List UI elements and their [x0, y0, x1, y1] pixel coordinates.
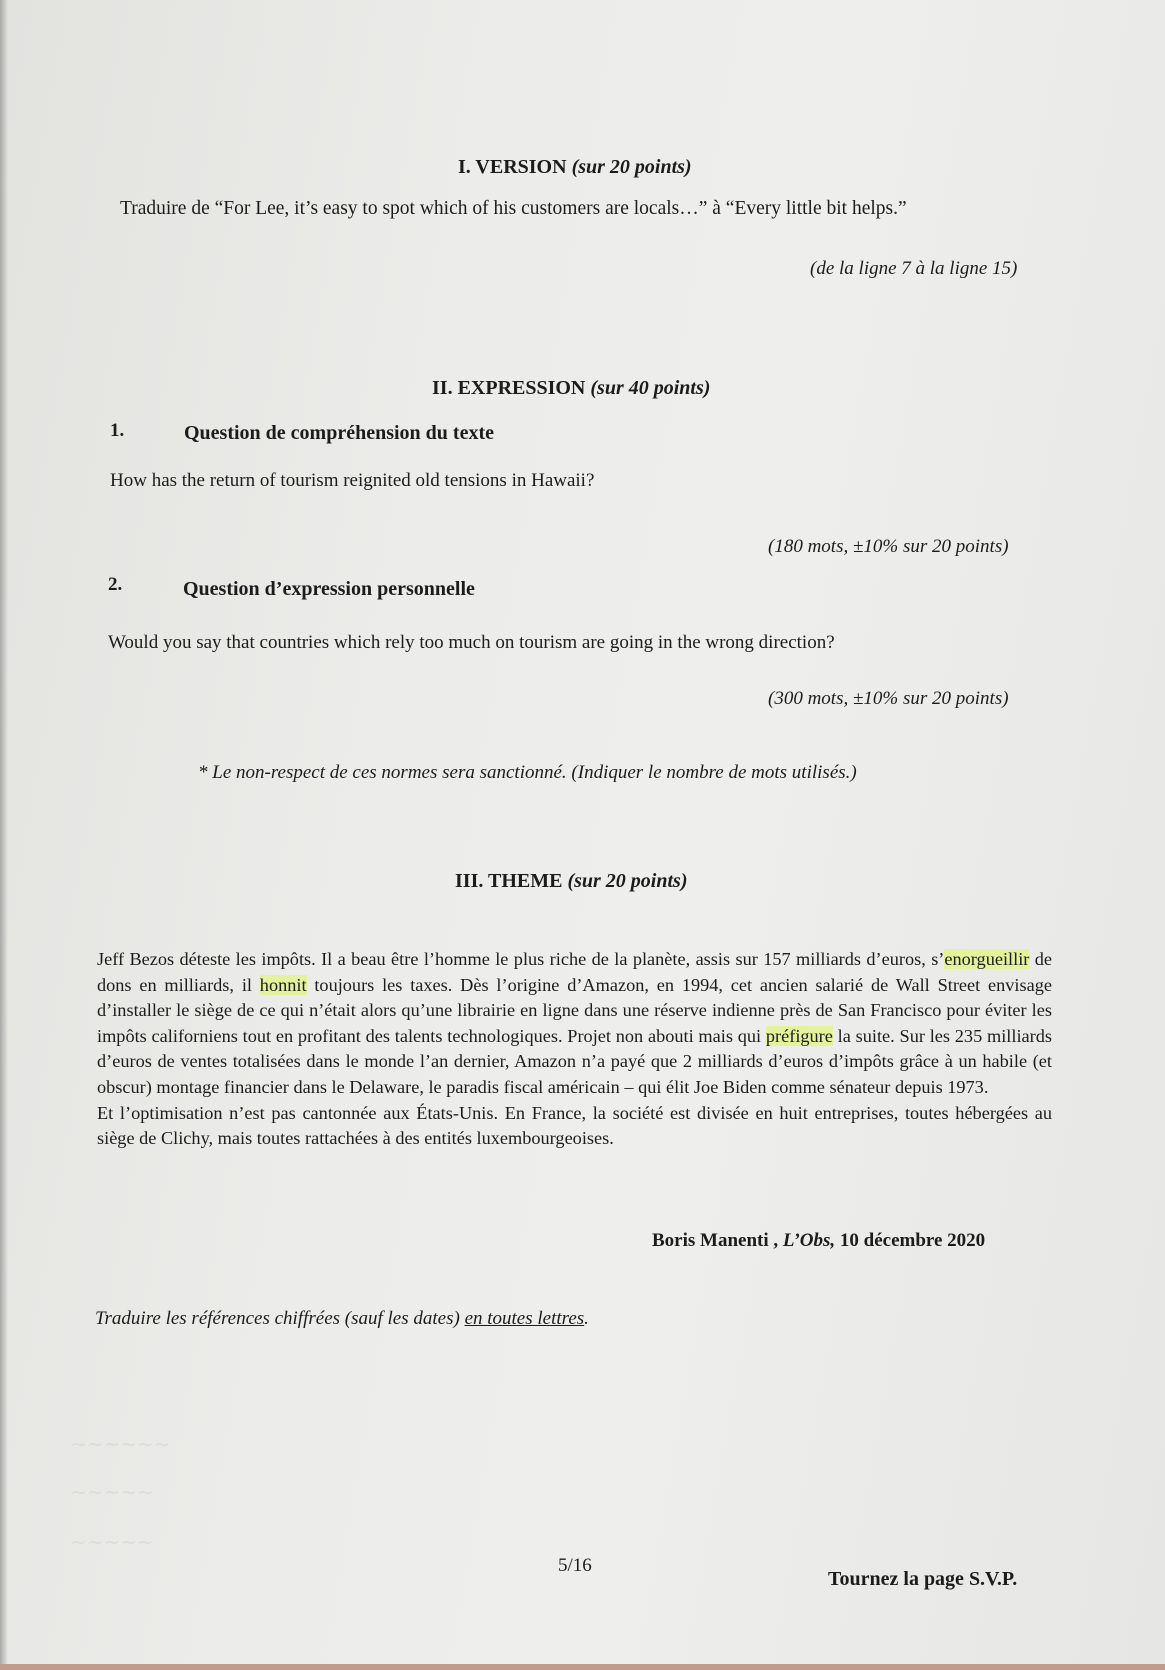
instruction-text: Traduire les références chiffrées (sauf les dates) [95, 1308, 465, 1329]
section-version-heading [458, 156, 692, 179]
highlighted-word: honnit [259, 974, 307, 995]
theme-text-segment: la suite. Sur les 235 milliards d’euros de ventes totalisées dans le monde l’an dernier, Amazon n’a payé que 2 milliards d’euros d’impôts grâce à un habile (et obscur) montage financier dans le Delaware, le paradis fiscal américain – qui élit Joe Biden comme sénateur depuis 1973. [97, 1025, 1052, 1097]
theme-text-segment: toujours les taxes. Dès l’origine d’Amazon, en 1994, cet ancien salarié de Wall Street envisage d’installer le siège de ce qui n’était alors qu’une librairie en ligne dans une réserve indienne près de San Francisco pour éviter les impôts californiens tout en profitant des talents technologiques. Projet non abouti mais qui [97, 974, 1052, 1046]
question-1-number: 1. [110, 420, 125, 441]
bleed-through-scribble: ~~~~~~ [70, 1432, 171, 1456]
page-number: 5/16 [558, 1555, 592, 1576]
source-date: 10 décembre 2020 [839, 1230, 986, 1251]
question-2-title: Question d’expression personnelle [183, 578, 475, 600]
question-2-constraint: (300 mots, ±10% sur 20 points) [768, 688, 1009, 709]
theme-paragraph-2: Et l’optimisation n’est pas cantonnée aux États-Unis. En France, la société est divisée en huit entreprises, toutes hébergées au siège de Clichy, mais toutes rattachées à des entités luxembourgeoises. [97, 1102, 1052, 1149]
translation-instruction [95, 1308, 589, 1330]
section-expression-title: II. EXPRESSION [432, 377, 586, 399]
bleed-through-scribble: ~~~~~ [70, 1530, 154, 1554]
section-expression-points: (sur 40 points) [590, 377, 711, 399]
instruction-period: . [584, 1308, 589, 1329]
section-version-points: (sur 20 points) [571, 156, 692, 178]
bleed-through-scribble: ~~~~~ [70, 1480, 154, 1504]
question-1-title: Question de compréhension du texte [184, 422, 494, 444]
theme-text-segment: de dons en milliards, il [97, 949, 1053, 995]
section-expression-heading [432, 377, 710, 400]
theme-source [652, 1230, 985, 1252]
theme-passage [97, 947, 1052, 1152]
theme-paragraph-1 [97, 947, 1052, 1101]
section-theme-title: III. THEME [455, 870, 563, 892]
highlighted-word: préfigure [765, 1025, 833, 1046]
page-edge-shadow [0, 0, 8, 1670]
turn-page-note: Tournez la page S.V.P. [828, 1568, 1018, 1590]
source-publication: L’Obs, [782, 1230, 836, 1251]
section-version-title: I. VERSION [458, 156, 567, 178]
theme-text-segment: Jeff Bezos déteste les impôts. Il a beau être l’homme le plus riche de la planète, assis sur 157 milliards d’euros, s’ [97, 949, 945, 969]
section-theme-points: (sur 20 points) [567, 870, 688, 892]
bottom-surface-edge [0, 1664, 1165, 1670]
word-count-warning: * Le non-respect de ces normes sera sanctionné. (Indiquer le nombre de mots utilisés.) [198, 762, 857, 783]
question-1-constraint: (180 mots, ±10% sur 20 points) [768, 536, 1009, 557]
source-author: Boris Manenti , [652, 1230, 779, 1251]
version-instruction: Traduire de “For Lee, it’s easy to spot which of his customers are locals…” à “Every little bit helps.” [120, 198, 907, 219]
instruction-underlined: en toutes lettres [464, 1308, 585, 1329]
section-theme-heading [455, 870, 687, 893]
highlighted-word: enorgueillir [944, 949, 1030, 969]
question-1-text: How has the return of tourism reignited old tensions in Hawaii? [110, 470, 595, 491]
version-line-range: (de la ligne 7 à la ligne 15) [810, 258, 1018, 279]
question-2-text: Would you say that countries which rely too much on tourism are going in the wrong direction? [108, 632, 835, 653]
question-2-number: 2. [108, 574, 123, 595]
